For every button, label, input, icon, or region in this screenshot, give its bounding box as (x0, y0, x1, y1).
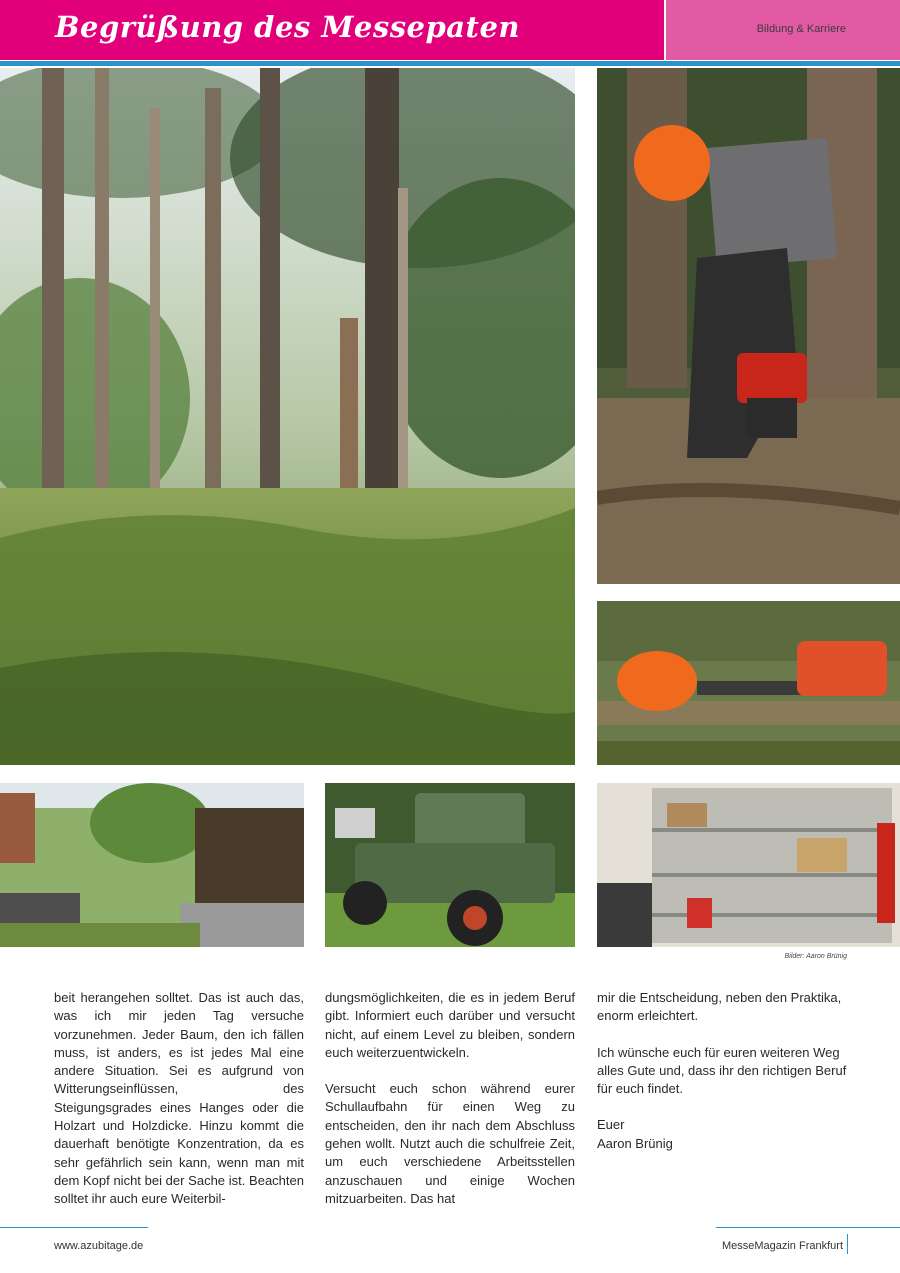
page-title: Begrüßung des Messepaten (55, 10, 520, 44)
text-column-3 (597, 989, 847, 1153)
paragraph: dungsmöglichkeiten, die es in jedem Beruf gibt. Informiert euch darüber und versucht nicht, auf einem Level zu bleiben, sondern euch weiterzuentwickeln. (325, 990, 575, 1060)
photo-workshop-shelf (597, 783, 900, 947)
footer-divider-left (0, 1227, 148, 1228)
photo-unimog-vehicle (325, 783, 575, 947)
photo-chainsaw-helmet (597, 601, 900, 765)
paragraph: beit herangehen solltet. Das ist auch das, was ich mir jeden Tag versuche vorzunehmen. Jeder Baum, den ich fällen muss, ist anders, es ist jedes Mal eine andere Situation. Sei es aufgrund von Witterungseinflüssen, des Steigungsgrades eines Hanges oder die Holzart und Holzdicke. Hinzu kommt die dauerhaft benötigte Konzentration, da es sehr gefährlich sein kann, wenn man mit dem Kopf nicht bei der Sache ist. Beachten solltet ihr auch eure Weiterbil- (54, 990, 304, 1207)
footer-publication: MesseMagazin Frankfurt (721, 1240, 843, 1252)
photo-credit: Bilder: Aaron Brünig (784, 953, 847, 960)
text-column-1 (54, 989, 304, 1209)
paragraph: Versucht euch schon während eurer Schullaufbahn für einen Weg zu entscheiden, den ihr nach dem Abschluss gehen wollt. Nutzt auch die schulfreie Zeit, um euch verschiedene Arbeitsstellen anzuschauen und einige Wochen mitzuarbeiten. Das hat (325, 1081, 575, 1206)
photo-woodpile-trailer (0, 783, 304, 947)
footer-website-link[interactable]: www.azubitage.de (54, 1240, 144, 1252)
closing: Euer (597, 1117, 625, 1133)
photo-forest (0, 68, 575, 765)
paragraph: mir die Entscheidung, neben den Praktika, enorm erleichtert. (597, 990, 842, 1024)
section-category: Bildung & Karriere (756, 23, 846, 35)
text-column-2 (325, 989, 575, 1208)
footer-page-marker (847, 1234, 848, 1254)
photo-worker-chainsaw (597, 68, 900, 584)
paragraph: Ich wünsche euch für euren weiteren Weg alles Gute und, dass ihr den richtigen Beruf für euch findet. (597, 1044, 847, 1097)
footer-divider-right (716, 1227, 900, 1228)
author-name: Aaron Brünig (597, 1135, 673, 1151)
header-divider (0, 61, 900, 66)
